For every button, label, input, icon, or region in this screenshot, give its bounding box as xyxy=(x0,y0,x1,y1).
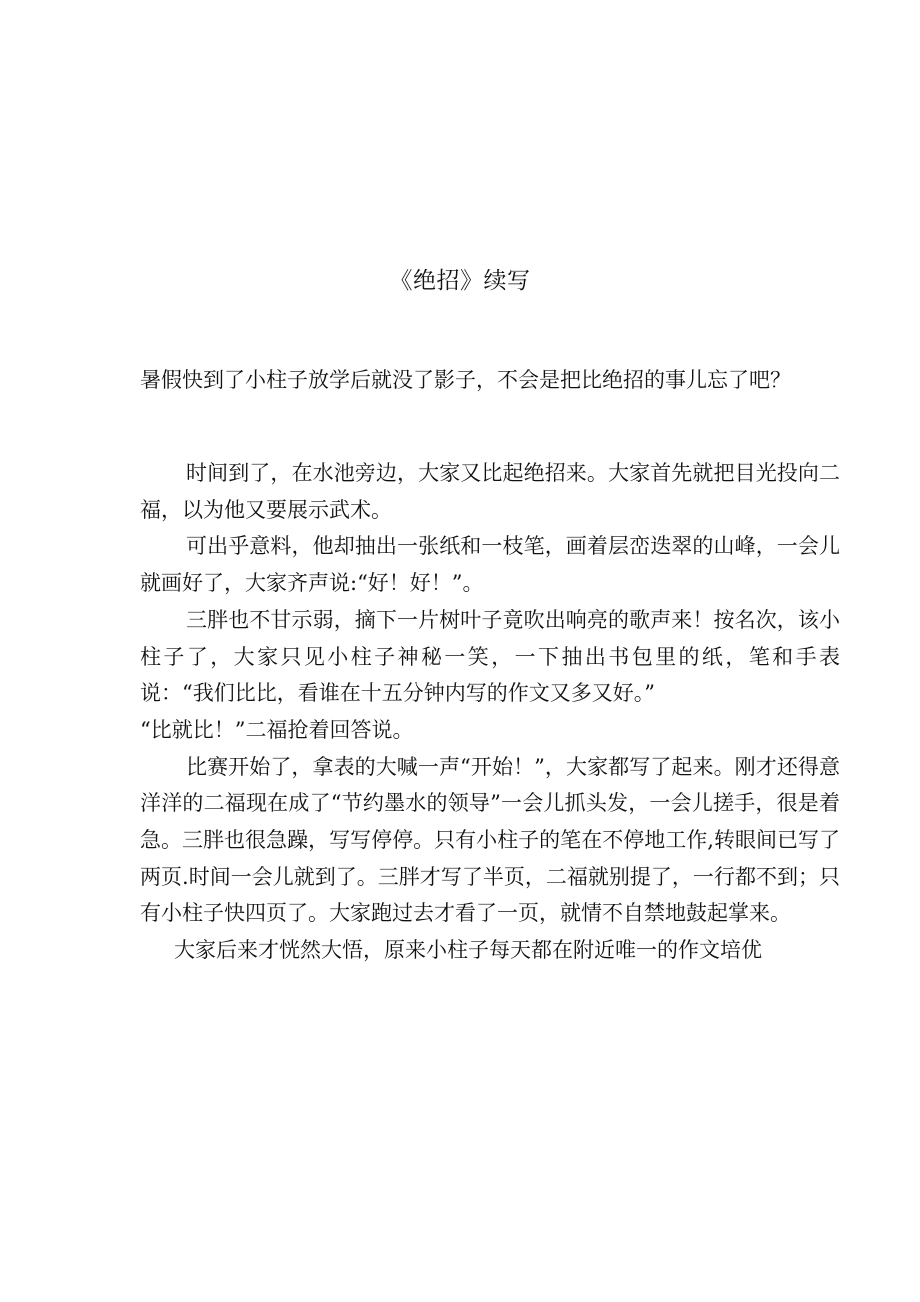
intro-line: 暑假快到了小柱子放学后就没了影子，不会是把比绝招的事儿忘了吧？ xyxy=(140,368,791,392)
paragraph: 时间到了，在水池旁边，大家又比起绝招来。大家首先就把目光投向二福，以为他又要展示武术。 xyxy=(140,461,840,522)
paragraph: “比就比！”二福抢着回答说。 xyxy=(140,717,414,742)
paragraph: 大家后来才恍然大悟，原来小柱子每天都在附近唯一的作文培优 xyxy=(174,938,762,963)
paragraph: 三胖也不甘示弱，摘下一片树叶子竟吹出响亮的歌声来！按名次，该小柱子了，大家只见小柱子神秘一笑，一下抽出书包里的纸，笔和手表说：“我们比比，看谁在十五分钟内写的作文又多又好。” xyxy=(140,607,840,706)
paragraph: 比赛开始了，拿表的大喊一声“开始！”，大家都写了起来。刚才还得意洋洋的二福现在成了“节约墨水的领导”一会儿抓头发，一会儿搓手，很是着急。三胖也很急躁，写写停停。只有小柱子的笔在不停地工作,转眼间已写了两页.时间一会儿就到了。三胖才写了半页，二福就别提了，一行都不到；只有小柱子快四页了。大家跑过去才看了一页，就情不自禁地鼓起掌来。 xyxy=(140,754,840,926)
document-title: 《绝招》续写 xyxy=(389,268,531,294)
paragraph: 可出乎意料，他却抽出一张纸和一枝笔，画着层峦迭翠的山峰，一会儿就画好了，大家齐声说:“好！好！”。 xyxy=(140,534,840,596)
document-body xyxy=(140,455,840,969)
